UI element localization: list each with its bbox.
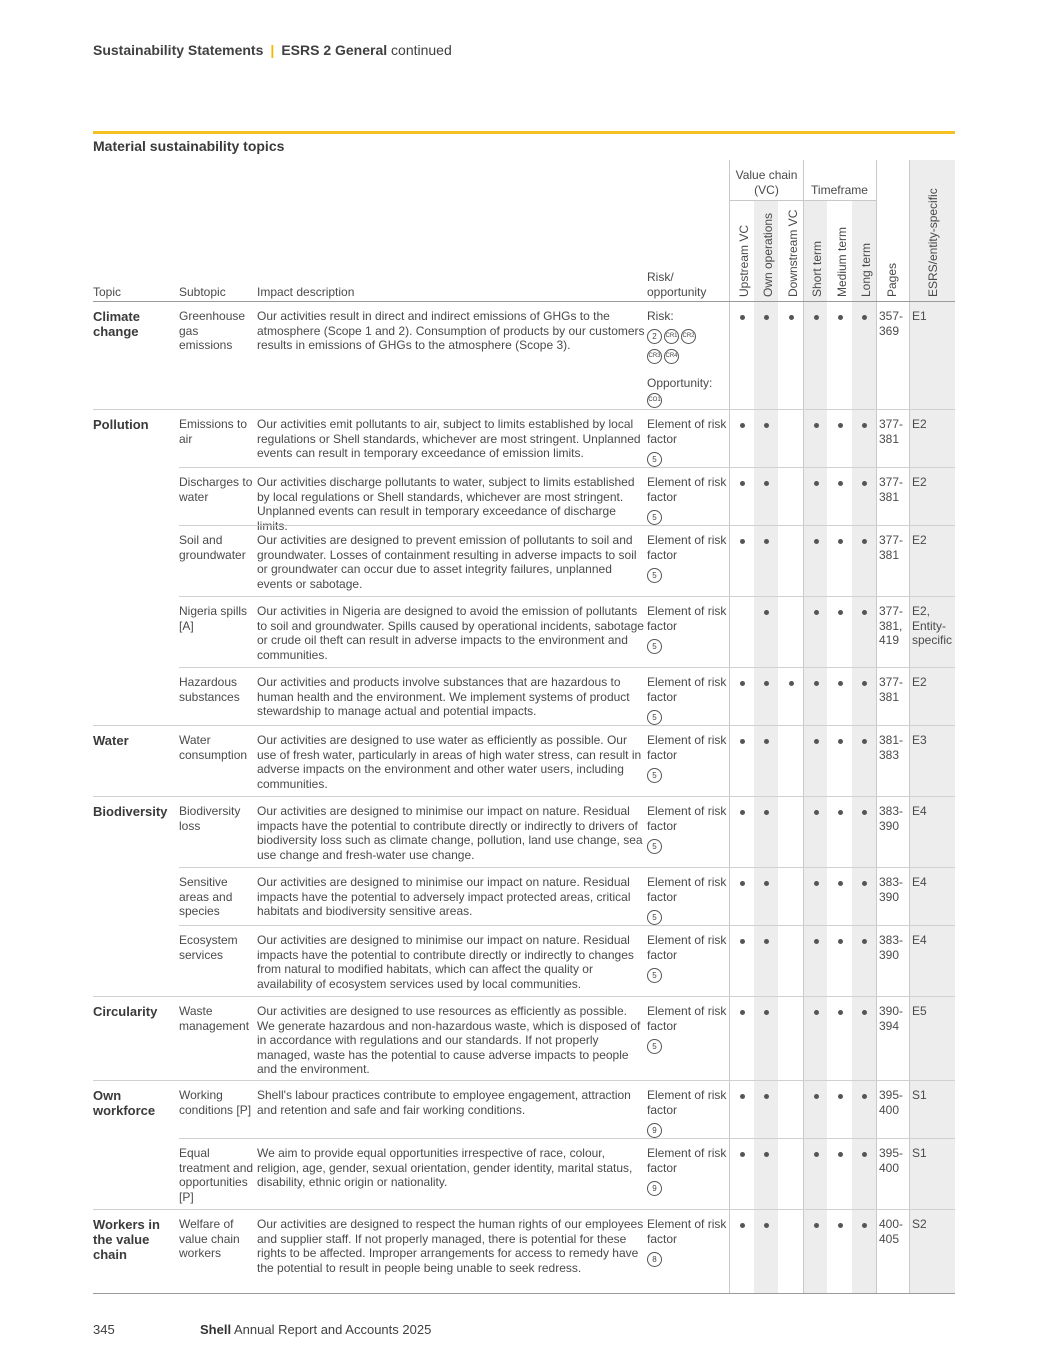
esrs-cell: E3 — [912, 733, 927, 747]
col-esrs: ESRS/entity-specific — [926, 188, 940, 297]
risk-label: Element of risk factor — [647, 875, 727, 904]
vc-left-line — [729, 160, 730, 1294]
risk-label: Element of risk factor — [647, 675, 727, 704]
risk-factor-icon: 5 — [647, 510, 662, 525]
subtopic-cell: Welfare of value chain workers — [179, 1217, 240, 1261]
row-separator — [93, 409, 955, 410]
subtopic-cell: Biodiversity loss — [179, 804, 241, 833]
esrs-left-line — [909, 160, 910, 1294]
upstream-mark — [740, 739, 745, 744]
long-term-mark — [862, 1094, 867, 1099]
row-separator — [179, 925, 955, 926]
esrs-cell: E2 — [912, 475, 927, 489]
page-number: 345 — [93, 1322, 115, 1337]
short-term-mark — [814, 810, 819, 815]
risk-label: Element of risk factor — [647, 417, 727, 446]
table-bottom-rule — [93, 1293, 955, 1294]
upstream-mark — [740, 1094, 745, 1099]
col-short-term: Short term — [810, 240, 824, 297]
risk-factor-icon: 5 — [647, 452, 662, 467]
own-operations-mark — [764, 881, 769, 886]
subtopic-cell: Discharges to water — [179, 475, 253, 504]
risk-factor-icon: 5 — [647, 639, 662, 654]
risk-factor-icon: 9 — [647, 1181, 662, 1196]
header-subsection: ESRS 2 General — [281, 42, 388, 58]
risk-cell — [647, 417, 727, 468]
subtopic-cell: Greenhouse gas emissions — [179, 309, 246, 353]
timeframe-group-label: Timeframe — [811, 183, 868, 197]
esrs-cell: S2 — [912, 1217, 927, 1231]
short-term-mark — [814, 315, 819, 320]
subtopic-cell: Soil and groundwater — [179, 533, 246, 562]
pages-cell: 377-381 — [879, 417, 904, 446]
risk-label: Element of risk factor — [647, 1146, 727, 1175]
risk-factor-icon: 5 — [647, 968, 662, 983]
long-term-mark — [862, 681, 867, 686]
risk-cell — [647, 875, 727, 926]
impact-cell: Our activities are designed to prevent emission of pollutants to soil and groundwater. Losses of containment resulting in adverse impacts to soil or groundwater can occur due to asset integrity failures, unplanned events or sabotage. — [257, 533, 637, 591]
own-operations-mark — [764, 939, 769, 944]
impact-cell: Our activities are designed to minimise our impact on nature. Residual impacts have the potential to contribute directly or indirectly to changes from natural to modified habitats, which can affect the quality or availability of ecosystem services used by local communities. — [257, 933, 634, 991]
risk-factor-icon: 5 — [647, 768, 662, 783]
risk-cell — [647, 1217, 727, 1268]
medium-term-mark — [838, 1010, 843, 1015]
esrs-cell: E5 — [912, 1004, 927, 1018]
topic-cell: Workers in the value chain — [93, 1217, 160, 1262]
short-term-mark — [814, 1223, 819, 1228]
topic-cell: Climate change — [93, 309, 140, 339]
row-separator — [179, 667, 955, 668]
risk-cell — [647, 804, 727, 855]
medium-term-mark — [838, 1223, 843, 1228]
pages-cell: 377-381, 419 — [879, 604, 904, 648]
short-term-mark — [814, 739, 819, 744]
pages-cell: 357-369 — [879, 309, 904, 338]
pages-cell: 377-381 — [879, 675, 904, 704]
medium-term-mark — [838, 1152, 843, 1157]
long-term-mark — [862, 539, 867, 544]
risk-cell — [647, 1088, 727, 1139]
value-chain-group-label: Value chain (VC) — [735, 168, 798, 197]
own-ops-shade — [754, 200, 778, 1294]
esrs-cell: E4 — [912, 933, 927, 947]
esrs-cell: E2, Entity-specific — [912, 604, 953, 648]
esrs-cell: E2 — [912, 533, 927, 547]
col-downstream: Downstream VC — [786, 209, 800, 297]
pages-cell: 383-390 — [879, 875, 904, 904]
upstream-mark — [740, 939, 745, 944]
topic-cell: Biodiversity — [93, 804, 168, 819]
row-separator — [179, 525, 955, 526]
risk-label: Element of risk factor — [647, 1217, 727, 1246]
short-term-mark — [814, 610, 819, 615]
header-section: Sustainability Statements — [93, 42, 264, 58]
risk-cell — [647, 475, 727, 526]
risk-cell — [647, 604, 727, 655]
subtopic-cell: Nigeria spills [A] — [179, 604, 248, 633]
subtopic-cell: Water consumption — [179, 733, 248, 762]
long-term-mark — [862, 610, 867, 615]
impact-cell: Our activities in Nigeria are designed to avoid the emission of pollutants to soil and groundwater. Spills caused by operational incidents, sabotage or crude oil theft can result in adverse impacts to the environment and communities. — [257, 604, 644, 662]
col-impact: Impact description — [257, 285, 355, 299]
short-term-mark — [814, 481, 819, 486]
tf-left-line — [803, 160, 804, 1294]
medium-term-mark — [838, 881, 843, 886]
long-term-mark — [862, 1152, 867, 1157]
impact-cell: Our activities emit pollutants to air, subject to limits established by local regulations or Shell standards, whichever are most stringent. Unplanned events can result in temporary exceedance of emission limits. — [257, 417, 641, 461]
row-separator — [179, 867, 955, 868]
pages-cell: 400-405 — [879, 1217, 904, 1246]
own-operations-mark — [764, 423, 769, 428]
page-footer — [93, 1322, 431, 1337]
own-operations-mark — [764, 315, 769, 320]
upstream-mark — [740, 539, 745, 544]
risk-label: Element of risk factor — [647, 933, 727, 962]
col-risk: Risk/ opportunity — [647, 270, 707, 299]
row-separator — [179, 1138, 955, 1139]
pages-cell: 377-381 — [879, 475, 904, 504]
subtopic-cell: Waste management — [179, 1004, 250, 1033]
pages-cell: 383-390 — [879, 804, 904, 833]
pages-cell: 377-381 — [879, 533, 904, 562]
risk-cell — [647, 533, 727, 584]
esrs-shade — [909, 160, 955, 1294]
subtopic-cell: Emissions to air — [179, 417, 248, 446]
pages-cell: 383-390 — [879, 933, 904, 962]
long-term-mark — [862, 315, 867, 320]
header-suffix: continued — [391, 42, 452, 58]
short-term-mark — [814, 939, 819, 944]
subtopic-cell: Equal treatment and opportunities [P] — [179, 1146, 254, 1204]
own-operations-mark — [764, 810, 769, 815]
subtopic-cell: Ecosystem services — [179, 933, 238, 962]
risk-factor-icon: 5 — [647, 839, 662, 854]
impact-cell: Our activities and products involve substances that are hazardous to human health and the environment. We implement systems of product stewardship to manage actual and potential impacts. — [257, 675, 630, 719]
impact-cell: Our activities are designed to minimise our impact on nature. Residual impacts have the potential to contribute directly or indirectly to drivers of biodiversity loss such as climate change, pollution, land use change, sea use change and fresh-water use change. — [257, 804, 643, 862]
upstream-mark — [740, 810, 745, 815]
upstream-mark — [740, 881, 745, 886]
upstream-mark — [740, 681, 745, 686]
impact-cell: Our activities result in direct and indirect emissions of GHGs to the atmosphere (Scope 1 and 2). Consumption of products by our customers results in emissions of GHGs to the atmosphere (Scope 3). — [257, 309, 645, 353]
short-term-shade — [803, 200, 827, 1294]
short-term-mark — [814, 1094, 819, 1099]
short-term-mark — [814, 881, 819, 886]
medium-term-mark — [838, 610, 843, 615]
impact-cell: Our activities are designed to minimise our impact on nature. Residual impacts have the potential to adversely impact protected areas, critical habitats and biodiversity sensitive areas. — [257, 875, 631, 919]
upstream-mark — [740, 1010, 745, 1015]
esrs-cell: S1 — [912, 1146, 927, 1160]
esrs-cell: E4 — [912, 875, 927, 889]
long-term-mark — [862, 481, 867, 486]
col-own-operations: Own operations — [761, 212, 775, 297]
impact-cell: We aim to provide equal opportunities irrespective of race, colour, religion, age, gender, sexual orientation, gender identity, marital status, disability, ethnic origin or nationality. — [257, 1146, 633, 1190]
opportunity-icon: CO1 — [647, 393, 662, 408]
row-separator — [93, 725, 955, 726]
subtopic-cell: Hazardous substances — [179, 675, 240, 704]
short-term-mark — [814, 423, 819, 428]
impact-cell: Our activities are designed to use water as efficiently as possible. Our use of fresh water, particularly in areas of high water stress, can result in adverse impacts on the environment and other water users, including communities. — [257, 733, 642, 791]
risk-factor-icon: CR3 — [647, 349, 662, 364]
esrs-cell: E4 — [912, 804, 927, 818]
risk-cell — [647, 675, 727, 726]
risk-factor-icon: CR1 — [664, 329, 679, 344]
risk-cell — [647, 733, 727, 784]
risk-factor-icon: 5 — [647, 1039, 662, 1054]
topic-cell: Pollution — [93, 417, 149, 432]
pages-left-line — [876, 160, 877, 1294]
risk-factor-icon: 5 — [647, 910, 662, 925]
downstream-mark — [789, 315, 794, 320]
header-bottom-rule — [93, 301, 955, 302]
col-medium-term: Medium term — [835, 226, 849, 297]
pages-cell: 381-383 — [879, 733, 904, 762]
impact-cell: Our activities are designed to respect the human rights of our employees and supplier staff. If not properly managed, there is potential for these rights to be affected. Improper arrangements for access to remedy have the potential to result in people being unable to seek redress. — [257, 1217, 644, 1275]
upstream-mark — [740, 315, 745, 320]
esrs-cell: E1 — [912, 309, 927, 323]
long-term-mark — [862, 739, 867, 744]
own-operations-mark — [764, 739, 769, 744]
upstream-mark — [740, 423, 745, 428]
topic-cell: Circularity — [93, 1004, 158, 1019]
own-operations-mark — [764, 1223, 769, 1228]
risk-factor-icon: CR4 — [664, 349, 679, 364]
row-separator — [93, 996, 955, 997]
risk-label: Risk: — [647, 309, 674, 323]
medium-term-mark — [838, 810, 843, 815]
short-term-mark — [814, 539, 819, 544]
risk-label: Element of risk factor — [647, 475, 727, 504]
impact-cell: Shell's labour practices contribute to employee engagement, attraction and retention and safe and fair working conditions. — [257, 1088, 631, 1117]
own-operations-mark — [764, 681, 769, 686]
esrs-cell: E2 — [912, 675, 927, 689]
upstream-mark — [740, 1152, 745, 1157]
own-operations-mark — [764, 610, 769, 615]
impact-cell: Our activities discharge pollutants to water, subject to limits established by local regulations or Shell standards, whichever are most stringent. Unplanned events can result in temporary exceedance of discharge — [257, 475, 635, 519]
title-rule — [93, 131, 955, 134]
risk-label: Element of risk factor — [647, 533, 727, 562]
esrs-cell: E2 — [912, 417, 927, 431]
topic-cell: Water — [93, 733, 129, 748]
impact-cell: Our activities are designed to use resources as efficiently as possible. We generate hazardous and non-hazardous waste, which is disposed of in accordance with regulations and our standards. If not properly managed, waste has the potential to cause adverse impacts to people and the environment. — [257, 1004, 641, 1077]
risk-label: Element of risk factor — [647, 804, 727, 833]
footer-doc-title: Annual Report and Accounts 2025 — [233, 1322, 432, 1337]
row-separator — [93, 1080, 955, 1081]
row-separator — [93, 796, 955, 797]
risk-label: Element of risk factor — [647, 1004, 727, 1033]
upstream-mark — [740, 481, 745, 486]
row-separator — [179, 596, 955, 597]
medium-term-mark — [838, 423, 843, 428]
table-title: Material sustainability topics — [93, 138, 285, 154]
medium-term-mark — [838, 739, 843, 744]
risk-cell — [647, 933, 727, 984]
risk-cell — [647, 309, 727, 408]
pages-cell: 390-394 — [879, 1004, 904, 1033]
risk-label: Element of risk factor — [647, 733, 727, 762]
short-term-mark — [814, 681, 819, 686]
medium-term-mark — [838, 539, 843, 544]
risk-factor-icon: 2 — [647, 329, 662, 344]
running-header — [93, 42, 452, 58]
long-term-mark — [862, 810, 867, 815]
col-upstream: Upstream VC — [737, 224, 751, 297]
medium-term-mark — [838, 315, 843, 320]
medium-term-mark — [838, 939, 843, 944]
risk-label: Element of risk factor — [647, 1088, 727, 1117]
short-term-mark — [814, 1010, 819, 1015]
upstream-mark — [740, 1223, 745, 1228]
topic-cell: Own workforce — [93, 1088, 156, 1118]
row-separator — [179, 467, 955, 468]
long-term-mark — [862, 1223, 867, 1228]
own-operations-mark — [764, 481, 769, 486]
risk-factor-icon: CR2 — [681, 329, 696, 344]
long-term-mark — [862, 423, 867, 428]
long-term-mark — [862, 881, 867, 886]
risk-factor-icon: 9 — [647, 1123, 662, 1138]
own-operations-mark — [764, 1094, 769, 1099]
risk-cell — [647, 1146, 727, 1197]
pages-cell: 395-400 — [879, 1146, 904, 1175]
risk-factor-icon: 5 — [647, 710, 662, 725]
col-long-term: Long term — [859, 242, 873, 297]
opportunity-label: Opportunity: — [647, 375, 713, 390]
medium-term-mark — [838, 481, 843, 486]
own-operations-mark — [764, 539, 769, 544]
medium-term-mark — [838, 681, 843, 686]
own-operations-mark — [764, 1010, 769, 1015]
pages-cell: 395-400 — [879, 1088, 904, 1117]
col-subtopic: Subtopic — [179, 285, 226, 299]
risk-factor-icon: 5 — [647, 568, 662, 583]
downstream-mark — [789, 681, 794, 686]
long-term-mark — [862, 1010, 867, 1015]
own-operations-mark — [764, 1152, 769, 1157]
long-term-shade — [852, 200, 876, 1294]
risk-cell — [647, 1004, 727, 1055]
row-separator — [93, 1209, 955, 1210]
risk-label: Element of risk factor — [647, 604, 727, 633]
medium-term-mark — [838, 1094, 843, 1099]
col-topic: Topic — [93, 285, 122, 299]
footer-brand: Shell — [200, 1322, 232, 1337]
esrs-cell: S1 — [912, 1088, 927, 1102]
subtopic-cell: Working conditions [P] — [179, 1088, 252, 1117]
long-term-mark — [862, 939, 867, 944]
subtopic-cell: Sensitive areas and species — [179, 875, 233, 919]
col-pages: Pages — [885, 262, 899, 297]
short-term-mark — [814, 1152, 819, 1157]
risk-factor-icon: 8 — [647, 1252, 662, 1267]
header-separator: | — [270, 42, 275, 58]
